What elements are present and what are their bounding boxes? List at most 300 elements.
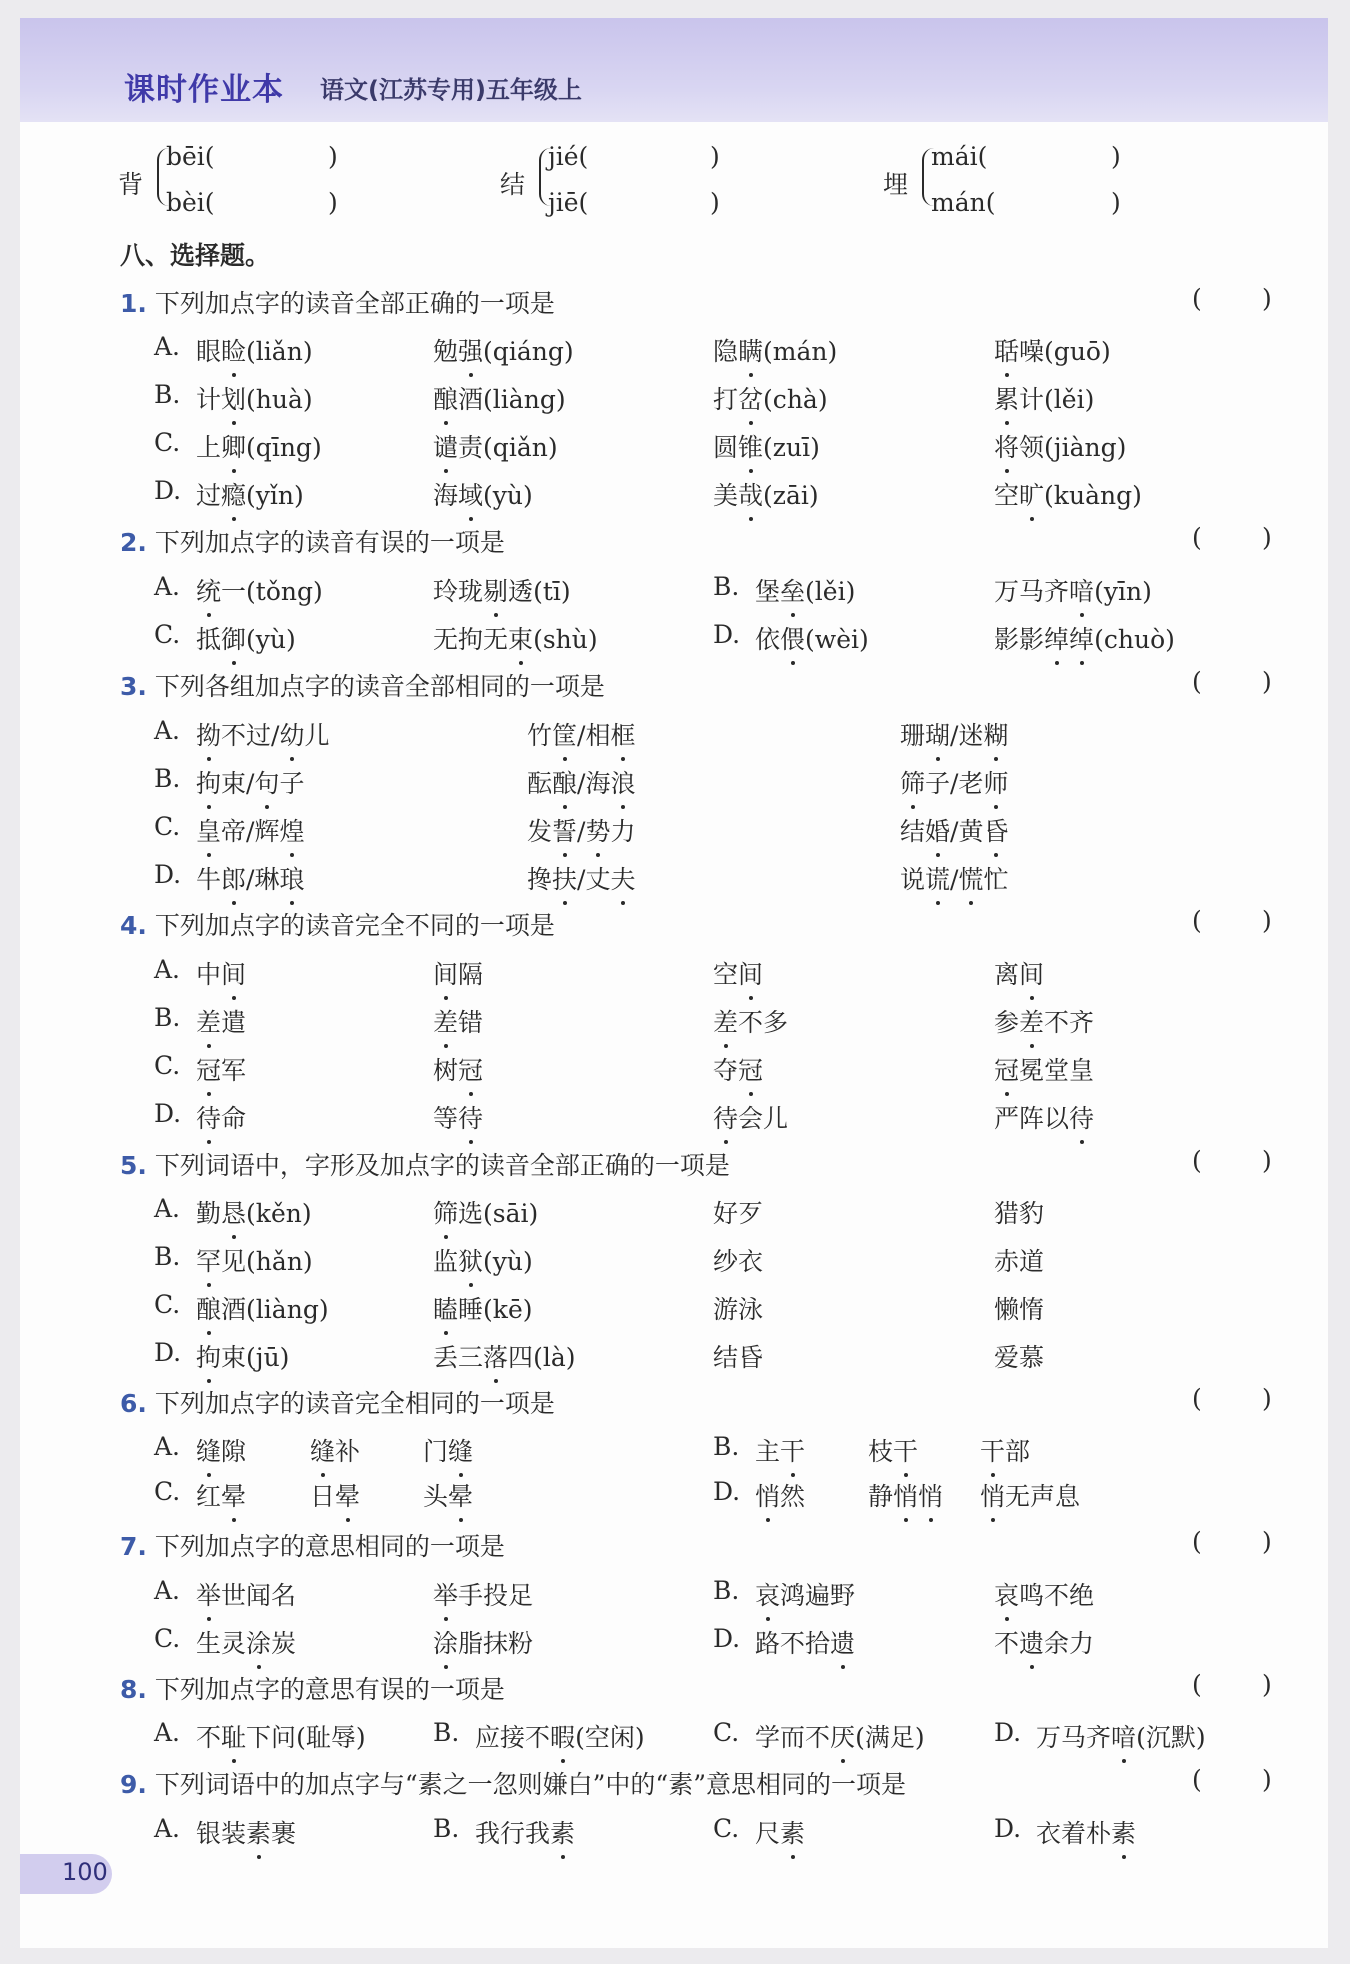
emphasis-dot-char: 绰: [1044, 620, 1069, 656]
question-number: 6.: [120, 1389, 147, 1418]
emphasis-dot-char: 岔: [738, 380, 763, 416]
option-text: 酿酒(liàng): [196, 1290, 329, 1326]
emphasis-dot-char: 师: [983, 764, 1008, 800]
emphasis-dot-char: 暇: [550, 1718, 575, 1754]
option-text: 红晕: [196, 1477, 246, 1513]
answer-close-paren[interactable]: ): [1262, 284, 1272, 313]
option-text: 眼睑(liǎn): [196, 332, 313, 368]
option-text: 监狱(yù): [433, 1242, 533, 1278]
option-text: 影影绰绰(chuò): [994, 620, 1175, 656]
emphasis-dot-char: 悄: [980, 1477, 1005, 1513]
option-text: 玲珑剔透(tī): [433, 572, 571, 608]
emphasis-dot-char: 筐: [552, 716, 577, 752]
page-number-tab: [20, 1854, 112, 1894]
emphasis-dot-char: 浪: [610, 764, 635, 800]
option-text: 举手投足: [433, 1576, 533, 1612]
question-number: 2.: [120, 528, 147, 557]
emphasis-dot-char: 睑: [221, 332, 246, 368]
option-text: 珊瑚/迷糊: [900, 716, 1009, 752]
polyphone-char: 埋: [883, 170, 909, 199]
emphasis-dot-char: 干: [893, 1432, 918, 1468]
option-letter[interactable]: B.: [713, 1576, 740, 1605]
emphasis-dot-char: 厌: [830, 1718, 855, 1754]
emphasis-dot-char: 皇: [196, 812, 221, 848]
answer-close-paren[interactable]: ): [1262, 1384, 1272, 1413]
option-text: 树冠: [433, 1051, 483, 1087]
emphasis-dot-char: 哀: [755, 1576, 780, 1612]
emphasis-dot-char: 昏: [983, 812, 1008, 848]
emphasis-dot-char: 差: [713, 1003, 738, 1039]
option-letter[interactable]: C.: [154, 1290, 181, 1319]
emphasis-dot-char: 瞒: [738, 332, 763, 368]
emphasis-dot-char: 慌: [958, 860, 983, 896]
question-text: 下列词语中的加点字与“素之一忽则嫌白”中的“素”意思相同的一项是: [154, 1770, 906, 1799]
emphasis-dot-char: 晕: [335, 1477, 360, 1513]
option-letter[interactable]: C.: [154, 812, 181, 841]
emphasis-dot-char: 遗: [830, 1624, 855, 1660]
section-title: 八、选择题。: [120, 241, 271, 270]
emphasis-dot-char: 酿: [552, 764, 577, 800]
question-text: 下列加点字的意思有误的一项是: [154, 1675, 505, 1704]
option-letter[interactable]: D.: [154, 1338, 182, 1367]
option-text: 空旷(kuàng): [994, 476, 1142, 512]
option-text: 谴责(qiǎn): [433, 428, 558, 464]
option-text: 过瘾(yǐn): [196, 476, 304, 512]
emphasis-dot-char: 冠: [994, 1051, 1019, 1087]
answer-close-paren[interactable]: ): [1262, 1670, 1272, 1699]
answer-close-paren[interactable]: ): [1262, 1146, 1272, 1175]
option-text: 说谎/慌忙: [900, 860, 1009, 896]
option-text: 聒噪(guō): [994, 332, 1111, 368]
option-text: 冠冕堂皇: [994, 1051, 1094, 1087]
emphasis-dot-char: 划: [221, 380, 246, 416]
option-letter[interactable]: B.: [433, 1814, 460, 1843]
answer-close-paren[interactable]: ): [1262, 667, 1272, 696]
question-text: 下列各组加点字的读音全部相同的一项是: [154, 672, 605, 701]
option-text: 拗不过/幼儿: [196, 716, 330, 752]
option-text: 尺素: [755, 1814, 805, 1850]
option-text: 差错: [433, 1003, 483, 1039]
option-letter[interactable]: D.: [713, 1624, 741, 1653]
emphasis-dot-char: 谴: [433, 428, 458, 464]
option-letter[interactable]: D.: [713, 1477, 741, 1506]
option-letter[interactable]: A.: [154, 955, 181, 984]
emphasis-dot-char: 拗: [196, 716, 221, 752]
option-text: 生灵涂炭: [196, 1624, 296, 1660]
reading-2-answer-blank[interactable]: ): [710, 188, 720, 217]
emphasis-dot-char: 悄: [918, 1477, 943, 1513]
question-number: 1.: [120, 289, 147, 318]
option-text: 搀扶/丈夫: [527, 860, 636, 896]
option-text: 空间: [713, 955, 763, 991]
question-number: 9.: [120, 1770, 147, 1799]
option-text: 美哉(zāi): [713, 476, 819, 512]
option-text: 门缝: [423, 1432, 473, 1468]
question-number: 3.: [120, 672, 147, 701]
emphasis-dot-char: 间: [738, 955, 763, 991]
option-text: 干部: [980, 1432, 1030, 1468]
option-text: 学而不厌(满足): [755, 1718, 925, 1754]
option-letter[interactable]: C.: [154, 428, 181, 457]
option-text: 枝干: [868, 1432, 918, 1468]
question-number: 5.: [120, 1151, 147, 1180]
option-text: 皇帝/辉煌: [196, 812, 305, 848]
emphasis-dot-char: 待: [1069, 1099, 1094, 1135]
option-text: 头晕: [423, 1477, 473, 1513]
question-stem: [120, 1670, 505, 1706]
question-stem: [120, 906, 555, 942]
option-letter[interactable]: D.: [154, 1099, 182, 1128]
emphasis-dot-char: 差: [1019, 1003, 1044, 1039]
question-stem: [120, 1527, 505, 1563]
option-letter[interactable]: C.: [154, 1051, 181, 1080]
emphasis-dot-char: 缝: [448, 1432, 473, 1468]
option-text: 懒惰: [994, 1295, 1045, 1324]
option-text: 应接不暇(空闲): [475, 1718, 645, 1754]
emphasis-dot-char: 旷: [1019, 476, 1044, 512]
option-text: 银装素裹: [196, 1814, 296, 1850]
option-text: 无拘无束(shù): [433, 620, 598, 656]
emphasis-dot-char: 耻: [221, 1718, 246, 1754]
emphasis-dot-char: 举: [196, 1576, 221, 1612]
option-text: 拘束/句子: [196, 764, 305, 800]
emphasis-dot-char: 夫: [610, 860, 635, 896]
emphasis-dot-char: 干: [980, 1432, 1005, 1468]
emphasis-dot-char: 喑: [1111, 1718, 1136, 1754]
emphasis-dot-char: 酿: [196, 1290, 221, 1326]
option-text: 举世闻名: [196, 1576, 296, 1612]
emphasis-dot-char: 待: [458, 1099, 483, 1135]
emphasis-dot-char: 间: [1019, 955, 1044, 991]
option-text: 罕见(hǎn): [196, 1242, 313, 1278]
option-text: 丢三落四(là): [433, 1338, 576, 1374]
answer-open-paren[interactable]: (: [1192, 1670, 1202, 1699]
option-text: 勤恳(kěn): [196, 1194, 312, 1230]
option-text: 结昏: [713, 1343, 764, 1372]
option-text: 打岔(chà): [713, 380, 828, 416]
option-text: 纱衣: [713, 1247, 764, 1276]
option-text: 酿酒(liàng): [433, 380, 566, 416]
emphasis-dot-char: 干: [780, 1432, 805, 1468]
option-text: 涂脂抹粉: [433, 1624, 533, 1660]
emphasis-dot-char: 累: [994, 380, 1019, 416]
emphasis-dot-char: 落: [483, 1338, 508, 1374]
emphasis-dot-char: 间: [433, 955, 458, 991]
emphasis-dot-char: 誓: [552, 812, 577, 848]
emphasis-dot-char: 琅: [279, 860, 304, 896]
option-text: 爱慕: [994, 1343, 1045, 1372]
emphasis-dot-char: 聒: [994, 332, 1019, 368]
emphasis-dot-char: 冠: [458, 1051, 483, 1087]
option-text: 万马齐喑(yīn): [994, 572, 1152, 608]
answer-open-paren[interactable]: (: [1192, 1146, 1202, 1175]
option-text: 瞌睡(kē): [433, 1290, 533, 1326]
option-text: 猎豹: [994, 1199, 1045, 1228]
emphasis-dot-char: 哉: [738, 476, 763, 512]
question-text: 下列加点字的读音有误的一项是: [154, 528, 505, 557]
answer-close-paren[interactable]: ): [1262, 1527, 1272, 1556]
emphasis-dot-char: 将: [994, 428, 1019, 464]
option-letter[interactable]: B.: [713, 572, 740, 601]
option-text: 中间: [196, 955, 246, 991]
emphasis-dot-char: 势: [585, 812, 610, 848]
emphasis-dot-char: 素: [780, 1814, 805, 1850]
emphasis-dot-char: 谎: [925, 860, 950, 896]
option-text: 牛郎/琳琅: [196, 860, 305, 896]
option-text: 严阵以待: [994, 1099, 1094, 1135]
option-letter[interactable]: A.: [154, 332, 181, 361]
emphasis-dot-char: 狱: [458, 1242, 483, 1278]
option-text: 计划(huà): [196, 380, 313, 416]
header-band: [20, 18, 1328, 122]
option-text: 堡垒(lěi): [755, 572, 855, 608]
option-text: 依偎(wèi): [755, 620, 869, 656]
option-text: 我行我素: [475, 1814, 575, 1850]
option-text: 日晕: [310, 1477, 360, 1513]
emphasis-dot-char: 缝: [196, 1432, 221, 1468]
emphasis-dot-char: 拘: [196, 1338, 221, 1374]
emphasis-dot-char: 酿: [433, 380, 458, 416]
emphasis-dot-char: 糊: [983, 716, 1008, 752]
option-text: 差不多: [713, 1003, 788, 1039]
answer-open-paren[interactable]: (: [1192, 1384, 1202, 1413]
answer-open-paren[interactable]: (: [1192, 1765, 1202, 1794]
reading-2: jiē(: [548, 188, 589, 217]
option-text: 缝补: [310, 1432, 360, 1468]
option-letter[interactable]: A.: [154, 1432, 181, 1461]
option-text: 好歹: [713, 1199, 764, 1228]
option-text: 静悄悄: [868, 1477, 943, 1513]
emphasis-dot-char: 卿: [221, 428, 246, 464]
reading-1-answer-blank[interactable]: ): [1111, 142, 1121, 171]
option-letter[interactable]: B.: [154, 1003, 181, 1032]
emphasis-dot-char: 举: [433, 1576, 458, 1612]
reading-2-answer-blank[interactable]: ): [1111, 188, 1121, 217]
option-text: 抵御(yù): [196, 620, 296, 656]
emphasis-dot-char: 筛: [433, 1194, 458, 1230]
option-text: 筛子/老师: [900, 764, 1009, 800]
emphasis-dot-char: 悄: [893, 1477, 918, 1513]
question-stem: [120, 1765, 906, 1801]
book-brand: 课时作业本: [124, 72, 284, 108]
option-letter[interactable]: A.: [154, 1814, 181, 1843]
answer-open-paren[interactable]: (: [1192, 667, 1202, 696]
polyphone-char: 结: [500, 170, 526, 199]
option-letter[interactable]: C.: [713, 1718, 740, 1747]
question-stem: [120, 523, 505, 559]
emphasis-dot-char: 统: [196, 572, 221, 608]
option-letter[interactable]: A.: [154, 1576, 181, 1605]
option-text: 缝隙: [196, 1432, 246, 1468]
option-letter[interactable]: A.: [154, 1194, 181, 1223]
option-text: 间隔: [433, 955, 483, 991]
option-text: 发誓/势力: [527, 812, 636, 848]
emphasis-dot-char: 幼: [279, 716, 304, 752]
reading-2: mán(: [931, 188, 996, 217]
option-letter[interactable]: D.: [994, 1814, 1022, 1843]
question-text: 下列加点字的意思相同的一项是: [154, 1532, 505, 1561]
question-text: 下列词语中，字形及加点字的读音全部正确的一项是: [154, 1151, 730, 1180]
emphasis-dot-char: 剔: [483, 572, 508, 608]
emphasis-dot-char: 罕: [196, 1242, 221, 1278]
option-letter[interactable]: C.: [154, 1477, 181, 1506]
option-text: 哀鸿遍野: [755, 1576, 855, 1612]
emphasis-dot-char: 偎: [780, 620, 805, 656]
emphasis-dot-char: 差: [433, 1003, 458, 1039]
option-text: 待命: [196, 1099, 246, 1135]
option-text: 差遣: [196, 1003, 246, 1039]
option-letter[interactable]: D.: [154, 476, 182, 505]
option-letter[interactable]: B.: [154, 380, 181, 409]
question-number: 8.: [120, 1675, 147, 1704]
reading-1-answer-blank[interactable]: ): [328, 142, 338, 171]
question-number: 4.: [120, 911, 147, 940]
emphasis-dot-char: 晕: [448, 1477, 473, 1513]
emphasis-dot-char: 煌: [279, 812, 304, 848]
question-stem: [120, 284, 555, 320]
answer-close-paren[interactable]: ): [1262, 523, 1272, 552]
emphasis-dot-char: 拘: [196, 764, 221, 800]
option-text: 离间: [994, 955, 1044, 991]
option-text: 悄然: [755, 1477, 805, 1513]
emphasis-dot-char: 框: [610, 716, 635, 752]
option-text: 将领(jiàng): [994, 428, 1126, 464]
emphasis-dot-char: 垒: [780, 572, 805, 608]
emphasis-dot-char: 域: [458, 476, 483, 512]
option-text: 赤道: [994, 1247, 1045, 1276]
answer-close-paren[interactable]: ): [1262, 906, 1272, 935]
question-stem: [120, 1146, 730, 1182]
answer-open-paren[interactable]: (: [1192, 1527, 1202, 1556]
reading-2-answer-blank[interactable]: ): [328, 188, 338, 217]
answer-open-paren[interactable]: (: [1192, 284, 1202, 313]
option-letter[interactable]: C.: [713, 1814, 740, 1843]
question-stem: [120, 1384, 555, 1420]
option-text: 竹筐/相框: [527, 716, 636, 752]
question-text: 下列加点字的读音完全不同的一项是: [154, 911, 555, 940]
option-text: 哀鸣不绝: [994, 1576, 1094, 1612]
emphasis-dot-char: 间: [221, 955, 246, 991]
option-text: 参差不齐: [994, 1003, 1094, 1039]
reading-1-answer-blank[interactable]: ): [710, 142, 720, 171]
emphasis-dot-char: 束: [508, 620, 533, 656]
emphasis-dot-char: 锥: [738, 428, 763, 464]
option-letter[interactable]: A.: [154, 716, 181, 745]
option-text: 拘束(jū): [196, 1338, 289, 1374]
emphasis-dot-char: 哀: [994, 1576, 1019, 1612]
option-text: 夺冠: [713, 1051, 763, 1087]
option-letter[interactable]: A.: [154, 1718, 181, 1747]
reading-1: jié(: [548, 142, 589, 171]
option-text: 隐瞒(mán): [713, 332, 837, 368]
emphasis-dot-char: 瘾: [221, 476, 246, 512]
emphasis-dot-char: 恳: [221, 1194, 246, 1230]
emphasis-dot-char: 郎: [221, 860, 246, 896]
option-text: 圆锥(zuī): [713, 428, 820, 464]
polyphone-char: 背: [118, 170, 144, 199]
emphasis-dot-char: 喑: [1069, 572, 1094, 608]
option-letter[interactable]: C.: [154, 1624, 181, 1653]
emphasis-dot-char: 涂: [246, 1624, 271, 1660]
option-letter[interactable]: C.: [154, 620, 181, 649]
option-letter[interactable]: B.: [433, 1718, 460, 1747]
emphasis-dot-char: 扶: [552, 860, 577, 896]
emphasis-dot-char: 涂: [433, 1624, 458, 1660]
option-text: 筛选(sāi): [433, 1194, 538, 1230]
option-text: 海域(yù): [433, 476, 533, 512]
emphasis-dot-char: 差: [196, 1003, 221, 1039]
emphasis-dot-char: 待: [713, 1099, 738, 1135]
emphasis-dot-char: 悄: [755, 1477, 780, 1513]
emphasis-dot-char: 强: [458, 332, 483, 368]
emphasis-dot-char: 御: [221, 620, 246, 656]
emphasis-dot-char: 婚: [925, 812, 950, 848]
option-text: 万马齐喑(沉默): [1036, 1718, 1206, 1754]
emphasis-dot-char: 冠: [738, 1051, 763, 1087]
emphasis-dot-char: 素: [1111, 1814, 1136, 1850]
emphasis-dot-char: 待: [196, 1099, 221, 1135]
option-text: 统一(tǒng): [196, 572, 323, 608]
book-subtitle: 语文(江苏专用)五年级上: [320, 76, 582, 104]
emphasis-dot-char: 冠: [196, 1051, 221, 1087]
emphasis-dot-char: 缝: [310, 1432, 335, 1468]
emphasis-dot-char: 句: [254, 764, 279, 800]
emphasis-dot-char: 素: [550, 1814, 575, 1850]
page-number: 100: [62, 1858, 108, 1886]
option-letter[interactable]: D.: [994, 1718, 1022, 1747]
option-text: 衣着朴素: [1036, 1814, 1136, 1850]
option-text: 上卿(qīng): [196, 428, 322, 464]
option-text: 不耻下问(耻辱): [196, 1718, 366, 1754]
emphasis-dot-char: 晕: [221, 1477, 246, 1513]
question-text: 下列加点字的读音完全相同的一项是: [154, 1389, 555, 1418]
emphasis-dot-char: 瑚: [925, 716, 950, 752]
option-text: 结婚/黄昏: [900, 812, 1009, 848]
answer-open-paren[interactable]: (: [1192, 906, 1202, 935]
emphasis-dot-char: 素: [246, 1814, 271, 1850]
option-text: 冠军: [196, 1051, 246, 1087]
answer-close-paren[interactable]: ): [1262, 1765, 1272, 1794]
emphasis-dot-char: 遗: [1019, 1624, 1044, 1660]
emphasis-dot-char: 瞌: [433, 1290, 458, 1326]
option-text: 游泳: [713, 1295, 764, 1324]
option-text: 酝酿/海浪: [527, 764, 636, 800]
option-text: 待会儿: [713, 1099, 788, 1135]
option-text: 悄无声息: [980, 1477, 1080, 1513]
option-letter[interactable]: B.: [154, 1242, 181, 1271]
option-letter[interactable]: B.: [154, 764, 181, 793]
option-text: 等待: [433, 1099, 483, 1135]
reading-1: mái(: [931, 142, 988, 171]
reading-2: bèi(: [166, 188, 215, 217]
question-number: 7.: [120, 1532, 147, 1561]
option-letter[interactable]: B.: [713, 1432, 740, 1461]
question-stem: [120, 667, 605, 703]
answer-open-paren[interactable]: (: [1192, 523, 1202, 552]
reading-1: bēi(: [166, 142, 215, 171]
emphasis-dot-char: 绰: [1069, 620, 1094, 656]
option-text: 不遗余力: [994, 1624, 1094, 1660]
option-text: 累计(lěi): [994, 380, 1094, 416]
emphasis-dot-char: 筛: [900, 764, 925, 800]
option-text: 路不拾遗: [755, 1624, 855, 1660]
question-text: 下列加点字的读音全部正确的一项是: [154, 289, 555, 318]
option-text: 主干: [755, 1432, 805, 1468]
option-letter[interactable]: A.: [154, 572, 181, 601]
option-letter[interactable]: D.: [154, 860, 182, 889]
option-letter[interactable]: D.: [713, 620, 741, 649]
option-text: 勉强(qiáng): [433, 332, 574, 368]
